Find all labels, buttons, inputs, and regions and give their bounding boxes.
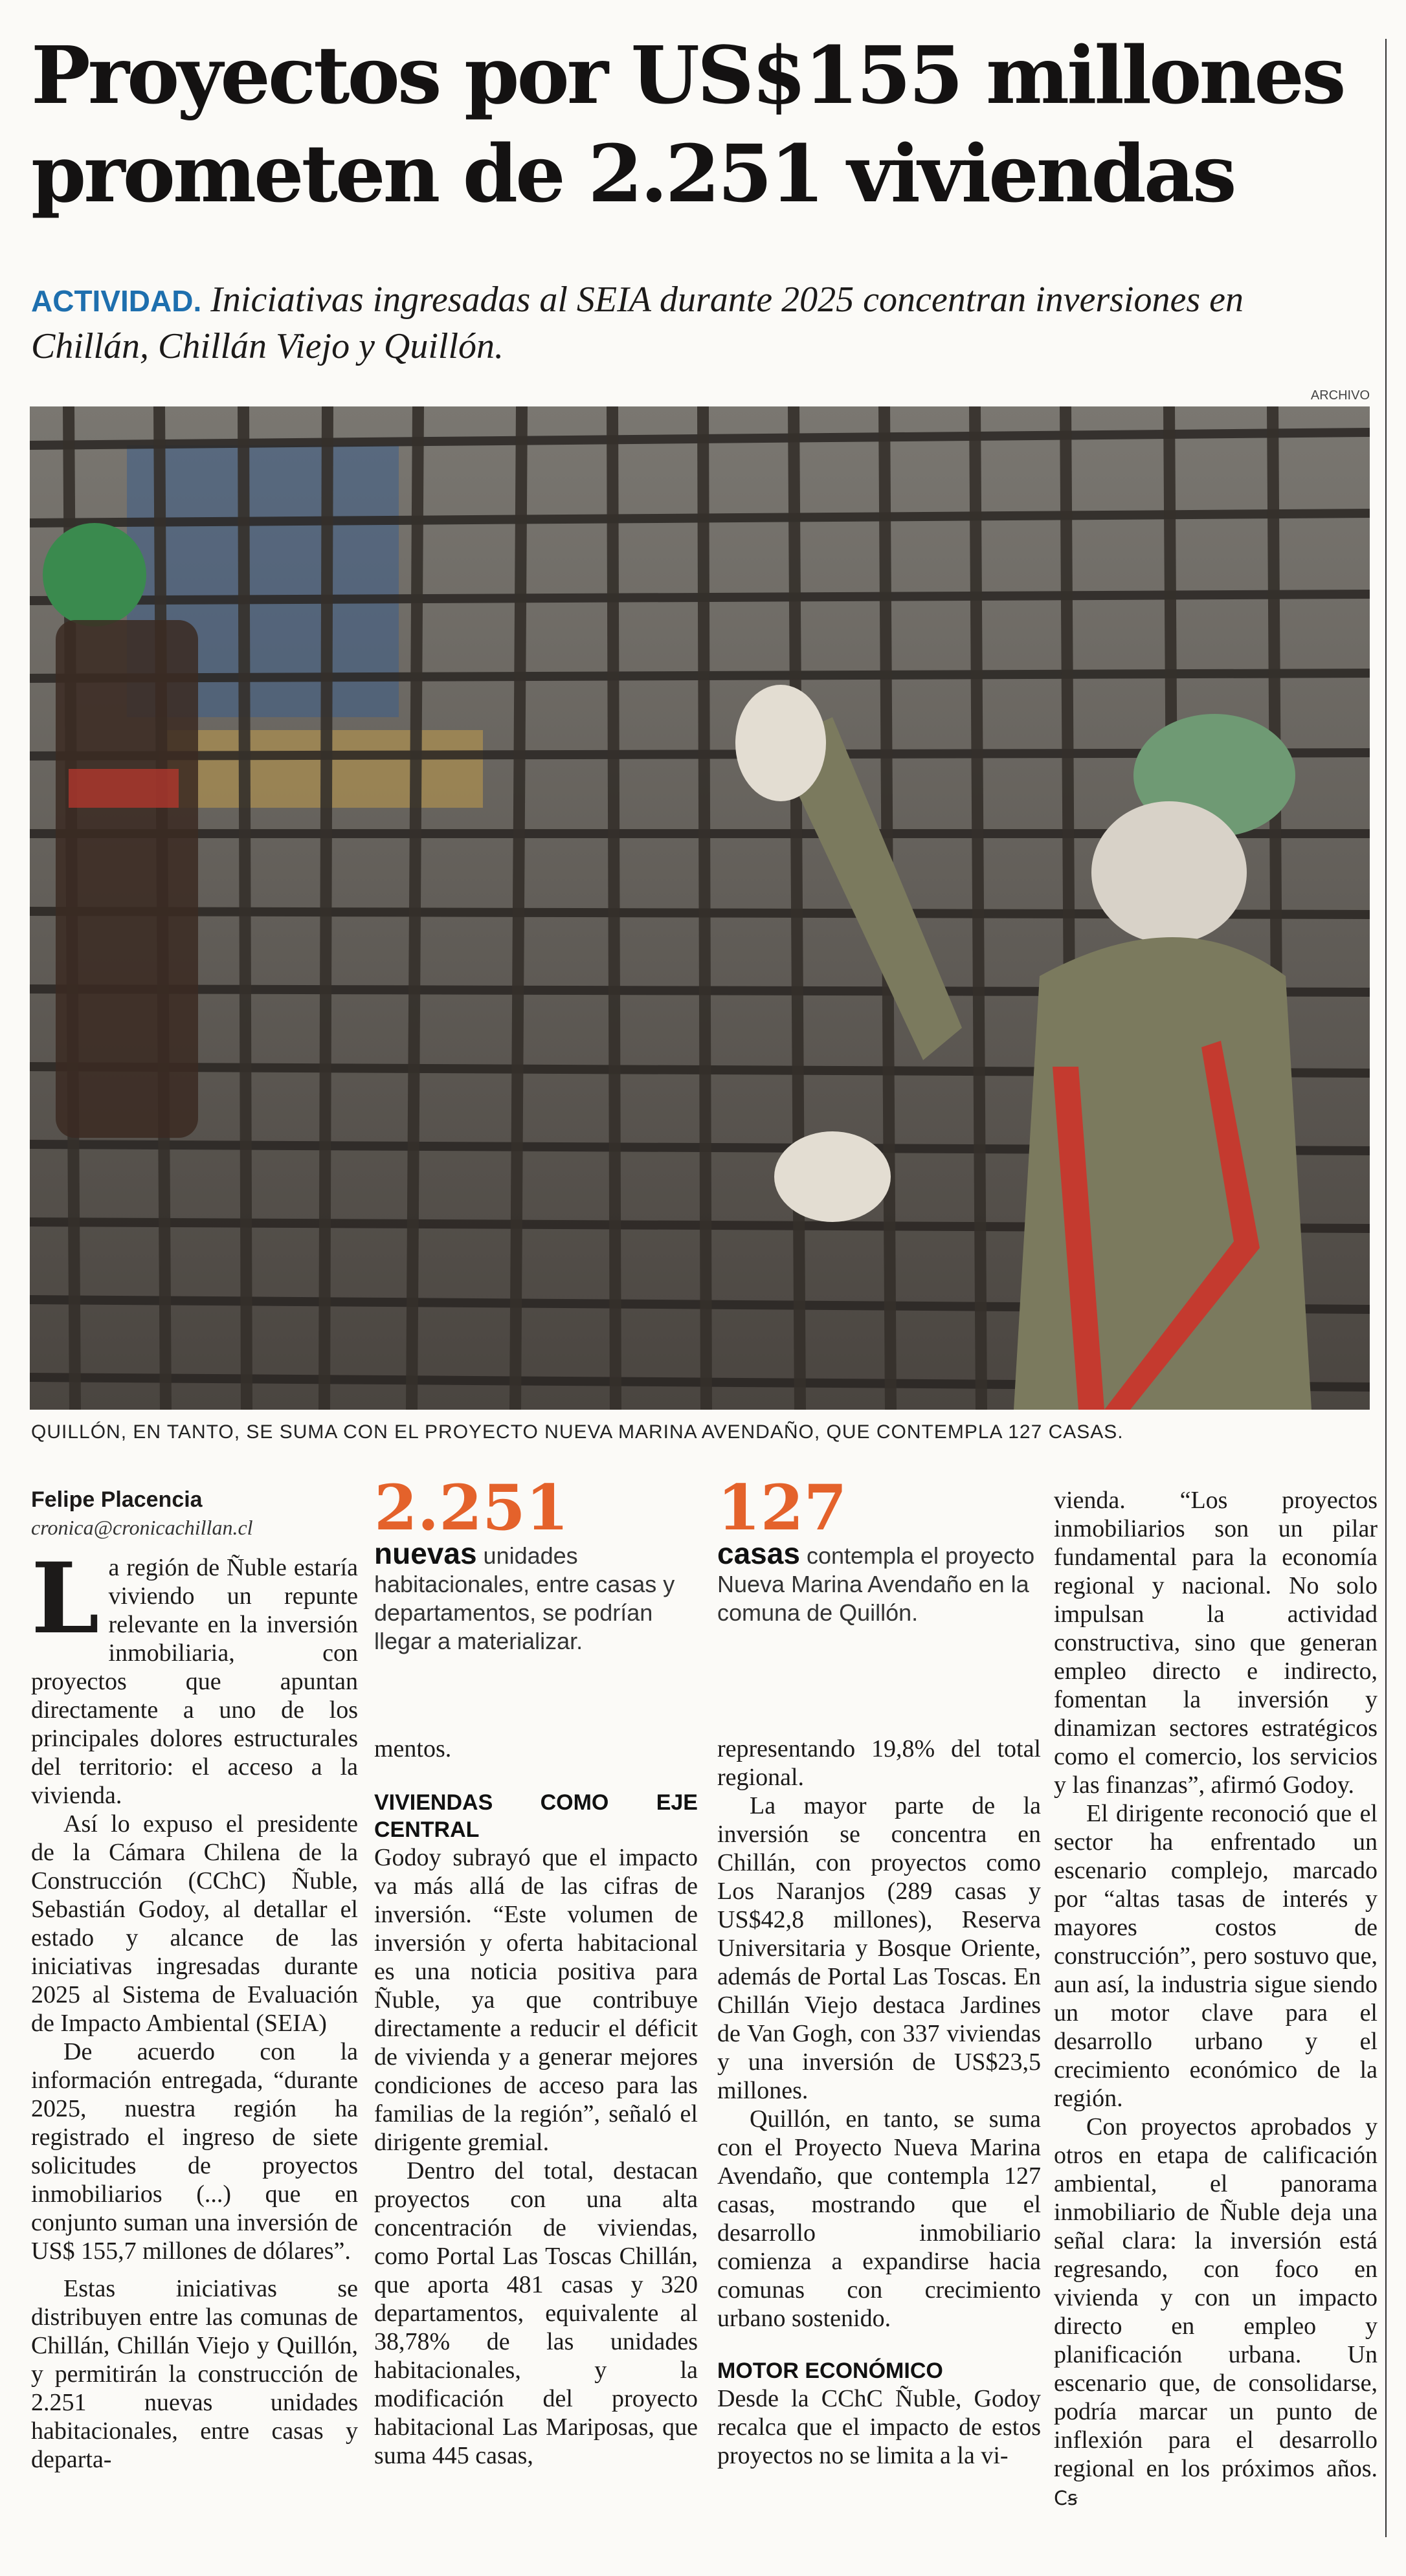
paragraph-3: Desde la CChC Ñuble, Godoy recalca que el impacto de estos proyectos no se limita a la vi- bbox=[717, 2385, 1041, 2469]
lead-paragraph bbox=[31, 277, 1365, 369]
author-email[interactable]: cronica@cronicachillan.cl bbox=[31, 1516, 253, 1539]
paragraph-2: Así lo expuso el presidente de la Cámara Chilena de la Construcción (CChC) Ñuble, Sebastián Godoy, al detallar el estado y alcance de las iniciativas ingresadas durante 2025 al Sistema de Evaluación de Impacto Ambiental (SEIA) bbox=[31, 1810, 358, 2037]
paragraph-4: Estas iniciativas se distribuyen entre las comunas de Chillán, Chillán Viejo y Quillón, y permitirán la construcción de 2.251 nuevas unidades habitacionales, entre casas y departa- bbox=[31, 2275, 358, 2473]
column-3 bbox=[717, 1735, 1041, 2470]
headline bbox=[31, 26, 1378, 223]
column-4 bbox=[1054, 1486, 1378, 2513]
subhead-motor: MOTOR ECONÓMICO bbox=[717, 2359, 943, 2383]
paragraph-continued: representando 19,8% del total regional. bbox=[717, 1735, 1041, 1791]
paragraph-2: Dentro del total, destacan proyectos con una alta concentración de viviendas, como Portal Las Toscas Chillán, que aporta 481 casas y 320 departamentos, equivalente al 38,78% de las unidades habitacionales, y la modificación del proyecto habitacional Las Mariposas, que suma 445 casas, bbox=[374, 2157, 698, 2469]
rebar-worker-image bbox=[30, 406, 1370, 1410]
paragraph-1: La región de Ñuble estaría viviendo un repunte relevante en la inversión inmobiliaria, con proyectos que apuntan directamente a uno de los principales dolores estructurales del territorio: el acceso a la vivienda. bbox=[31, 1542, 358, 1809]
subhead-viviendas: VIVIENDAS COMO EJE CENTRAL bbox=[374, 1790, 698, 1842]
headline-line-2: prometen de 2.251 viviendas bbox=[31, 127, 1234, 220]
lead-text: Iniciativas ingresadas al SEIA durante 2025 concentran inversiones en Chillán, Chillán Viejo y Quillón. bbox=[31, 280, 1244, 366]
headline-line-1: Proyectos por US$155 millones bbox=[31, 28, 1344, 122]
stat-description: nuevas unidades habitacionales, entre casas y departamentos, se podrían llegar a materializar. bbox=[374, 1537, 675, 1654]
stat-box-units bbox=[374, 1471, 704, 1656]
stat-box-houses bbox=[717, 1471, 1041, 1627]
column-2 bbox=[374, 1735, 698, 2470]
paragraph-1: Godoy subrayó que el impacto va más allá de las cifras de inversión. “Este volumen de inversión y oferta habitacional es una noticia positiva para Ñuble, ya que contribuye directamente a reducir el déficit de vivienda y a generar mejores condiciones de acceso para las familias de la región”, señaló el dirigente gremial. bbox=[374, 1844, 698, 2156]
stat-number: 2.251 bbox=[374, 1471, 569, 1544]
photo-credit: ARCHIVO bbox=[1310, 388, 1370, 403]
paragraph-1: El dirigente reconoció que el sector ha enfrentado un escenario complejo, marcado por “altas tasas de interés y mayores costos de construcción”, pero sostuvo que, aun así, la industria sigue siendo un motor clave para el desarrollo urbano y el crecimiento económico de la región. bbox=[1054, 1800, 1378, 2112]
end-mark-icon: Cꞩ bbox=[1054, 2487, 1078, 2510]
page-edge-rule bbox=[1385, 39, 1387, 2537]
stat-number: 127 bbox=[717, 1471, 847, 1544]
section-kicker: ACTIVIDAD. bbox=[31, 284, 202, 318]
author-name: Felipe Placencia bbox=[31, 1487, 203, 1512]
stat-description: casas contempla el proyecto Nueva Marina Avendaño en la comuna de Quillón. bbox=[717, 1537, 1035, 1626]
drop-cap: L bbox=[31, 1542, 100, 1656]
paragraph-2: Quillón, en tanto, se suma con el Proyecto Nueva Marina Avendaño, que contempla 127 casas, mostrando que el desarrollo inmobiliario comienza a expandirse hacia comunas con crecimiento urbano sostenido. bbox=[717, 2105, 1041, 2332]
paragraph-3: De acuerdo con la información entregada, “durante 2025, nuestra región ha registrado el ingreso de siete solicitudes de proyectos inmobiliarios (...) que en conjunto suman una inversión de US$ 155,7 millones de dólares”. bbox=[31, 2038, 358, 2265]
photo-caption: QUILLÓN, EN TANTO, SE SUMA CON EL PROYECTO NUEVA MARINA AVENDAÑO, QUE CONTEMPLA 127 CASAS. bbox=[31, 1421, 1124, 1443]
paragraph-continued: mentos. bbox=[374, 1735, 452, 1762]
paragraph-1: La mayor parte de la inversión se concentra en Chillán, con proyectos como Los Naranjos (289 casas y US$42,8 millones), Reserva Universitaria y Bosque Oriente, además de Portal Las Toscas. En Chillán Viejo destaca Jardines de Van Gogh, con 337 viviendas y una inversión de US$23,5 millones. bbox=[717, 1792, 1041, 2104]
paragraph-2: Con proyectos aprobados y otros en etapa de calificación ambiental, el panorama inmobiliario de Ñuble deja una señal clara: la inversión está regresando, con foco en vivienda y con un impacto directo en empleo y planificación urbana. Un escenario que, de consolidarse, podría marcar un punto de inflexión para el desarrollo regional en los próximos años. Cꞩ bbox=[1054, 2113, 1378, 2510]
paragraph-continued: vienda. “Los proyectos inmobiliarios son un pilar fundamental para la economía regional y nacional. No solo impulsan la actividad constructiva, sino que generan empleo directo e indirecto, fomentan la inversión y dinamizan sectores estratégicos como el comercio, los servicios y las finanzas”, afirmó Godoy. bbox=[1054, 1487, 1378, 1799]
article-photo bbox=[30, 406, 1370, 1410]
column-1 bbox=[31, 1542, 358, 2474]
